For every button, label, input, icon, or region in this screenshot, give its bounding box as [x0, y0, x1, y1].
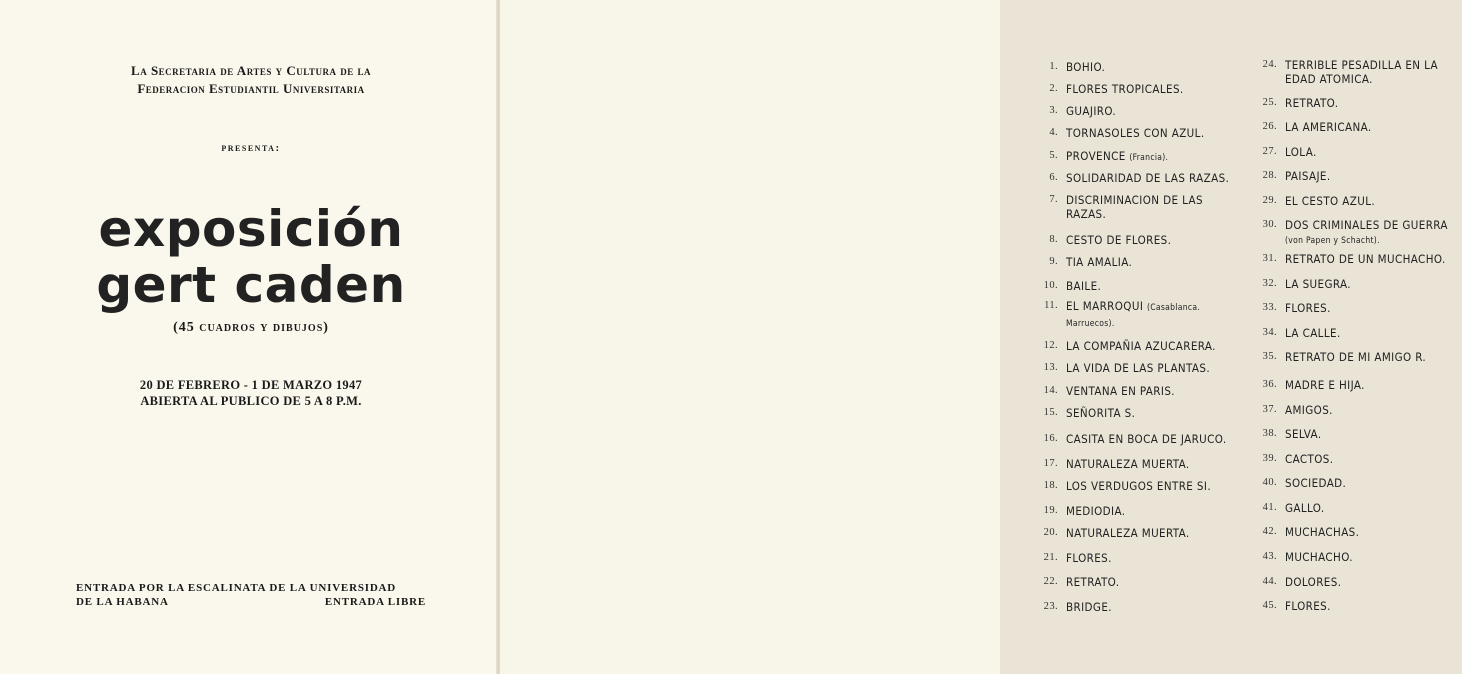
work-number: 17.: [1043, 458, 1058, 469]
work-title-block: [1066, 60, 1240, 74]
work-title-block: [1285, 452, 1462, 466]
work-item: [1030, 104, 1240, 118]
work-item: [1030, 361, 1240, 375]
work-item: [1252, 599, 1462, 613]
work-title-block: [1066, 361, 1240, 375]
work-number: 44.: [1262, 576, 1277, 587]
work-item: [1252, 575, 1462, 589]
work-title: MEDIODIA.: [1066, 504, 1126, 518]
work-number: 31.: [1262, 253, 1277, 264]
work-title-block: [1285, 575, 1462, 589]
work-title: FLORES TROPICALES.: [1066, 82, 1184, 96]
work-number: 21.: [1043, 552, 1058, 563]
work-item: [1030, 526, 1240, 540]
work-title-block: [1066, 432, 1240, 446]
work-number: 26.: [1262, 121, 1277, 132]
exhibition-dates: [76, 377, 426, 409]
work-title-block: [1066, 575, 1240, 589]
work-title: TORNASOLES CON AZUL.: [1066, 126, 1205, 140]
work-item: [1030, 193, 1240, 221]
work-number: 34.: [1262, 327, 1277, 338]
work-item: [1030, 432, 1240, 446]
work-item: [1252, 326, 1462, 340]
work-title: RETRATO.: [1285, 96, 1339, 110]
work-item: [1252, 194, 1462, 208]
work-title: LA SUEGRA.: [1285, 277, 1351, 291]
work-title-block: [1285, 550, 1462, 564]
work-title-block: [1285, 599, 1462, 613]
work-title: LOS VERDUGOS ENTRE SI.: [1066, 479, 1212, 493]
work-title-block: [1066, 339, 1240, 353]
work-title: LA VIDA DE LAS PLANTAS.: [1066, 361, 1211, 375]
work-number: 39.: [1262, 453, 1277, 464]
work-item: [1030, 339, 1240, 353]
header-line-1: La Secretaria de Artes y Cultura de la: [131, 63, 371, 78]
work-number: 35.: [1262, 351, 1277, 362]
work-item: [1252, 427, 1462, 441]
work-title: PROVENCE: [1066, 149, 1126, 163]
work-title: SEÑORITA S.: [1066, 406, 1136, 420]
work-title-block: [1066, 126, 1240, 140]
work-item: [1030, 479, 1240, 493]
work-item: [1030, 457, 1240, 471]
work-number: 42.: [1262, 526, 1277, 537]
work-number: 4.: [1049, 127, 1058, 138]
work-note: (Francia).: [1129, 153, 1169, 163]
work-title: SOCIEDAD.: [1285, 476, 1347, 490]
work-number: 32.: [1262, 278, 1277, 289]
work-item: [1030, 255, 1240, 269]
work-number: 3.: [1049, 105, 1058, 116]
work-title: BRIDGE.: [1066, 600, 1112, 614]
work-number: 29.: [1262, 195, 1277, 206]
work-title: GALLO.: [1285, 501, 1325, 515]
work-number: 5.: [1049, 150, 1058, 161]
entrance-line-2: [76, 595, 426, 609]
work-number: 19.: [1043, 505, 1058, 516]
work-number: 13.: [1043, 362, 1058, 373]
free-entrance: ENTRADA LIBRE: [324, 596, 426, 608]
work-note: (von Papen y Schacht).: [1285, 236, 1380, 246]
work-number: 20.: [1043, 527, 1058, 538]
work-number: 8.: [1049, 234, 1058, 245]
work-title: LA COMPAÑIA AZUCARERA.: [1066, 339, 1216, 353]
work-title-block: [1066, 479, 1240, 493]
work-item: [1252, 378, 1462, 392]
work-item: [1030, 60, 1240, 74]
entrance-info: [76, 581, 426, 609]
work-title-block: [1285, 427, 1462, 441]
work-item: [1030, 233, 1240, 247]
work-item: [1030, 299, 1240, 331]
work-item: [1030, 600, 1240, 614]
work-title: BOHIO.: [1066, 60, 1106, 74]
work-title-block: [1066, 504, 1240, 518]
work-number: 15.: [1043, 407, 1058, 418]
work-number: 9.: [1049, 256, 1058, 267]
work-number: 23.: [1043, 601, 1058, 612]
cover-panel: [0, 0, 497, 674]
work-item: [1252, 350, 1462, 364]
work-title-block: [1285, 96, 1462, 110]
work-title-block: [1066, 457, 1240, 471]
work-title-block: [1066, 82, 1240, 96]
work-title: RETRATO.: [1066, 575, 1120, 589]
work-number: 11.: [1044, 300, 1058, 311]
work-title: SELVA.: [1285, 427, 1322, 441]
work-title: LA AMERICANA.: [1285, 120, 1372, 134]
work-title: GUAJIRO.: [1066, 104, 1117, 118]
work-title: DOS CRIMINALES DE GUERRA: [1285, 218, 1448, 232]
work-item: [1252, 58, 1462, 86]
work-item: [1252, 301, 1462, 315]
date-range: 20 DE FEBRERO - 1 DE MARZO 1947: [139, 378, 363, 392]
work-title: LA CALLE.: [1285, 326, 1341, 340]
entrance-location: DE LA HABANA: [76, 596, 169, 608]
work-title-block: [1285, 277, 1462, 291]
work-number: 40.: [1262, 477, 1277, 488]
work-number: 30.: [1262, 219, 1277, 230]
work-item: [1252, 403, 1462, 417]
work-title: DISCRIMINACION DE LAS RAZAS.: [1066, 193, 1203, 221]
work-item: [1030, 149, 1240, 165]
work-number: 10.: [1043, 280, 1058, 291]
work-item: [1030, 575, 1240, 589]
work-number: 28.: [1262, 170, 1277, 181]
work-item: [1252, 476, 1462, 490]
subtitle: (45 cuadros y dibujos): [173, 320, 329, 335]
work-item: [1252, 252, 1462, 266]
work-title: NATURALEZA MUERTA.: [1066, 526, 1190, 540]
title-exposicion: exposición: [98, 200, 404, 258]
work-title-block: [1285, 326, 1462, 340]
presenta-label: presenta:: [221, 142, 281, 154]
work-title: CESTO DE FLORES.: [1066, 233, 1172, 247]
work-item: [1030, 504, 1240, 518]
work-item: [1252, 452, 1462, 466]
work-number: 37.: [1262, 404, 1277, 415]
work-number: 12.: [1043, 340, 1058, 351]
work-item: [1252, 277, 1462, 291]
work-number: 2.: [1049, 83, 1058, 94]
work-item: [1252, 550, 1462, 564]
work-number: 41.: [1262, 502, 1277, 513]
work-title-block: [1285, 525, 1462, 539]
work-number: 24.: [1262, 59, 1277, 70]
work-title-block: [1285, 301, 1462, 315]
work-title-block: [1066, 299, 1240, 331]
work-title: EL MARROQUI: [1066, 299, 1144, 313]
work-title-block: [1066, 551, 1240, 565]
work-title-block: [1285, 476, 1462, 490]
work-title: FLORES.: [1285, 599, 1331, 613]
work-title-block: [1285, 501, 1462, 515]
work-number: 22.: [1043, 576, 1058, 587]
work-number: 16.: [1043, 433, 1058, 444]
work-title: CACTOS.: [1285, 452, 1334, 466]
work-number: 1.: [1049, 61, 1058, 72]
work-title: AMIGOS.: [1285, 403, 1333, 417]
work-number: 33.: [1262, 302, 1277, 313]
work-title-block: [1285, 350, 1462, 364]
work-title-block: [1066, 171, 1240, 185]
work-title-block: [1285, 252, 1462, 266]
work-title: TERRIBLE PESADILLA EN LA EDAD ATOMICA.: [1285, 58, 1439, 86]
work-item: [1252, 145, 1462, 159]
work-number: 27.: [1262, 146, 1277, 157]
works-list-panel: [500, 0, 1448, 674]
work-title: FLORES.: [1066, 551, 1112, 565]
work-title: MUCHACHAS.: [1285, 525, 1360, 539]
work-title-block: [1066, 193, 1240, 221]
work-title-block: [1285, 403, 1462, 417]
work-item: [1030, 406, 1240, 420]
work-item: [1252, 96, 1462, 110]
work-title-block: [1285, 120, 1462, 134]
work-item: [1252, 120, 1462, 134]
work-title: FLORES.: [1285, 301, 1331, 315]
work-item: [1030, 126, 1240, 140]
work-item: [1030, 171, 1240, 185]
work-title: MADRE E HIJA.: [1285, 378, 1365, 392]
work-title-block: [1066, 526, 1240, 540]
work-title-block: [1066, 600, 1240, 614]
work-title: DOLORES.: [1285, 575, 1342, 589]
header-line-2: Federacion Estudiantil Universitaria: [137, 81, 365, 96]
work-title: VENTANA EN PARIS.: [1066, 384, 1175, 398]
work-title: TIA AMALIA.: [1066, 255, 1133, 269]
work-number: 45.: [1262, 600, 1277, 611]
work-title: LOLA.: [1285, 145, 1317, 159]
work-title: CASITA EN BOCA DE JARUCO.: [1066, 432, 1227, 446]
entrance-line-1: ENTRADA POR LA ESCALINATA DE LA UNIVERSIDAD: [76, 582, 397, 594]
work-title: RETRATO DE MI AMIGO R.: [1285, 350, 1427, 364]
opening-hours: ABIERTA AL PUBLICO DE 5 A 8 P.M.: [140, 394, 362, 408]
work-title-block: [1066, 149, 1240, 165]
work-item: [1030, 551, 1240, 565]
work-title-block: [1285, 378, 1462, 392]
work-title-block: [1285, 194, 1462, 208]
work-title: MUCHACHO.: [1285, 550, 1353, 564]
work-number: 14.: [1043, 385, 1058, 396]
work-title-block: [1066, 104, 1240, 118]
work-number: 18.: [1043, 480, 1058, 491]
work-title: RETRATO DE UN MUCHACHO.: [1285, 252, 1446, 266]
work-title: SOLIDARIDAD DE LAS RAZAS.: [1066, 171, 1230, 185]
work-title: PAISAJE.: [1285, 169, 1331, 183]
work-title-block: [1285, 218, 1462, 248]
work-item: [1252, 501, 1462, 515]
work-title: NATURALEZA MUERTA.: [1066, 457, 1190, 471]
work-number: 38.: [1262, 428, 1277, 439]
work-item: [1252, 169, 1462, 183]
work-title-block: [1066, 279, 1240, 293]
work-title-block: [1066, 233, 1240, 247]
title-artist-name: gert caden: [96, 256, 406, 314]
work-number: 25.: [1262, 97, 1277, 108]
work-title-block: [1066, 255, 1240, 269]
work-title-block: [1285, 58, 1462, 86]
work-number: 43.: [1262, 551, 1277, 562]
work-title-block: [1285, 169, 1462, 183]
work-number: 7.: [1049, 194, 1058, 205]
work-item: [1252, 218, 1462, 248]
work-item: [1030, 82, 1240, 96]
work-item: [1252, 525, 1462, 539]
work-title-block: [1066, 384, 1240, 398]
work-item: [1030, 384, 1240, 398]
work-note: (Casablanca. Marruecos).: [1066, 303, 1201, 329]
work-item: [1030, 279, 1240, 293]
work-title-block: [1285, 145, 1462, 159]
work-title-block: [1066, 406, 1240, 420]
work-title: BAILE.: [1066, 279, 1102, 293]
work-number: 36.: [1262, 379, 1277, 390]
work-title: EL CESTO AZUL.: [1285, 194, 1376, 208]
work-number: 6.: [1049, 172, 1058, 183]
